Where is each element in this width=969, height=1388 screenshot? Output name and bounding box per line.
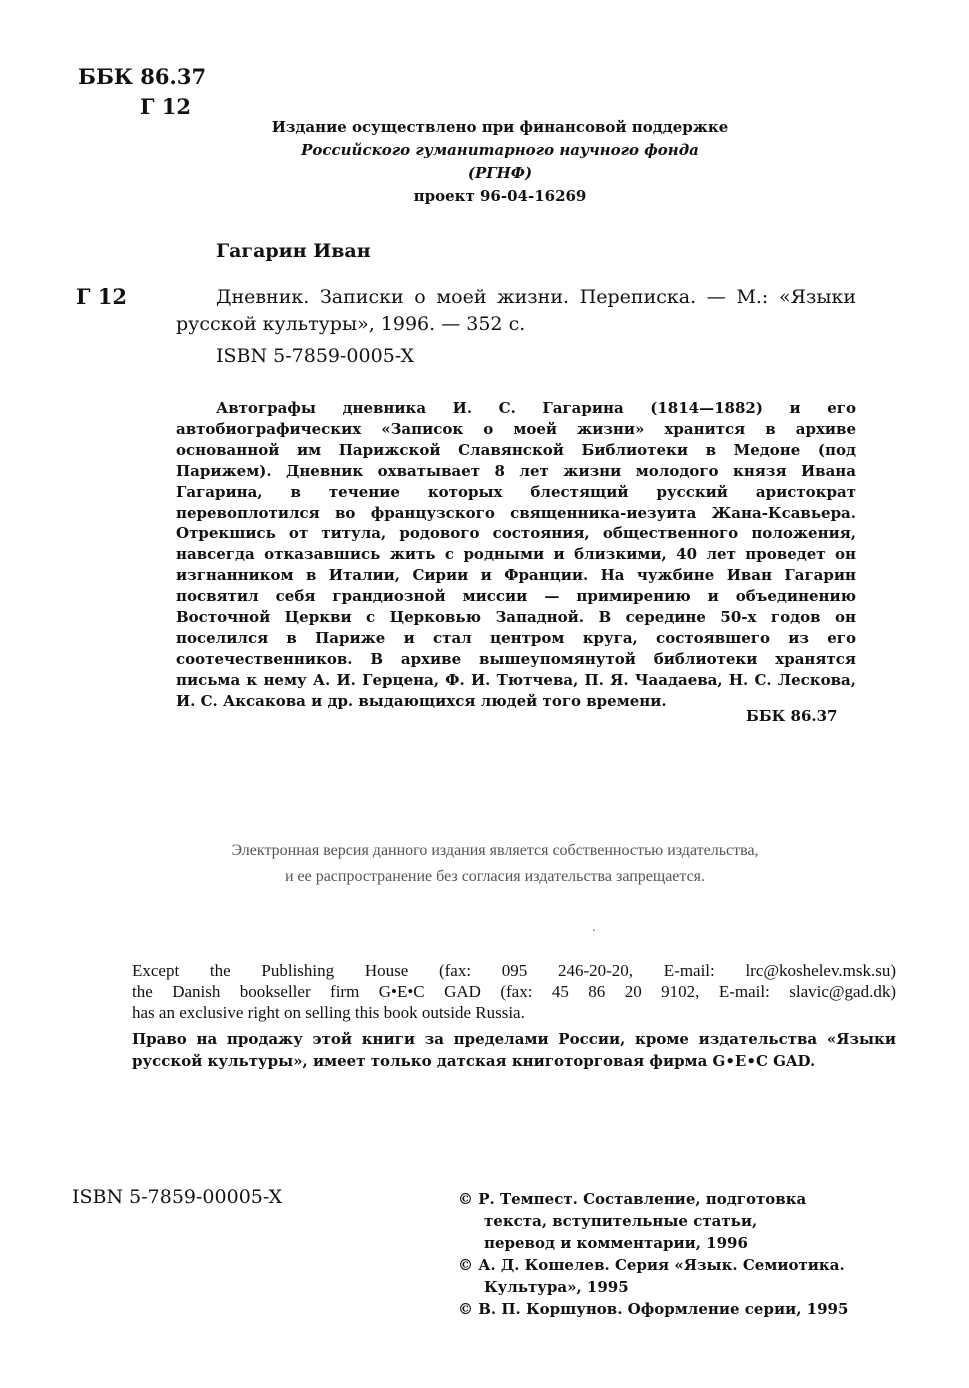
copyright-block: [458, 1188, 898, 1320]
bbk-index-right: ББК 86.37: [746, 707, 838, 725]
author-mark-left: Г 12: [76, 284, 128, 309]
bbk-code: ББК 86.37: [78, 64, 207, 89]
except-line-3: has an exclusive right on selling this book outside Russia.: [132, 1003, 525, 1022]
funding-line-2: Российского гуманитарного научного фонда: [301, 141, 699, 159]
author-mark: Г 12: [140, 94, 192, 119]
isbn-bottom: ISBN 5-7859-00005-X: [72, 1186, 283, 1208]
bibliographic-description: Дневник. Записки о моей жизни. Переписка. — М.: «Языки русской культуры», 1996. — 352 с.: [176, 286, 856, 335]
ebook-notice: [150, 838, 840, 890]
copyright-1-line-2: текста, вступительные статьи,: [484, 1212, 758, 1230]
except-line-2: the Danish bookseller firm G•E•C GAD (fax: 45 86 20 9102, E-mail: slavic@gad.dk): [132, 982, 896, 1001]
distribution-notice-en: [132, 960, 896, 1023]
copyright-1-line-3: перевод и комментарии, 1996: [484, 1234, 748, 1252]
copyright-2-line-1: © А. Д. Кошелев. Серия «Язык. Семиотика.: [458, 1256, 845, 1274]
copyright-1-line-1: © Р. Темпест. Составление, подготовка: [458, 1190, 807, 1208]
author-name: Гагарин Иван: [216, 240, 371, 262]
isbn-main: ISBN 5-7859-0005-X: [216, 345, 415, 367]
except-line-1: Except the Publishing House (fax: 095 246-20-20, E-mail: lrc@koshelev.msk.su): [132, 961, 896, 980]
funding-line-3: (РГНФ): [467, 164, 533, 182]
abstract: Автографы дневника И. С. Гагарина (1814—1882) и его автобиографических «Записок о моей жизни» хранится в архиве основанной им Парижской Славянской Библиотеки в Медоне (под Парижем). Дневник охватывает 8 лет жизни молодого князя Ивана Гагарина, в течение которых блестящий русский аристократ перевоплотился во французского священника-иезуита Жана-Ксавьера. Отрекшись от титула, родового состояния, общественного положения, навсегда отказавшись жить с родными и близкими, 40 лет проведет он изгнанником в Италии, Сирии и Франции. На чужбине Иван Гагарин посвятил себя грандиозной миссии — примирению и объединению Восточной Церкви с Церковью Западной. В середине 50-х годов он поселился в Париже и стал центром круга, состоявшего из его соотечественников. В архиве вышеупомянутой библиотеки хранятся письма к нему А. И. Герцена, Ф. И. Тютчева, П. Я. Чаадаева, Н. С. Лескова, И. С. Аксакова и др. выдающихся людей того времени.: [176, 399, 856, 710]
copyright-2-line-2: Культура», 1995: [484, 1278, 629, 1296]
funding-line-1: Издание осуществлено при финансовой поддержке: [271, 118, 729, 136]
funding-note: [200, 116, 800, 208]
ebook-notice-line-2: и ее распространение без согласия издательства запрещается.: [284, 868, 706, 885]
copyright-3-line-1: © В. П. Коршунов. Оформление серии, 1995: [458, 1300, 849, 1318]
ebook-notice-line-1: Электронная версия данного издания является собственностью издательства,: [231, 842, 759, 859]
funding-project: проект 96-04-16269: [413, 187, 587, 205]
bbk-index-top: [78, 62, 206, 122]
distribution-notice-ru: Право на продажу этой книги за пределами России, кроме издательства «Языки русской культуры», имеет только датская книготорговая фирма G•E•C GAD.: [132, 1030, 896, 1070]
stray-dot: .: [592, 920, 596, 934]
